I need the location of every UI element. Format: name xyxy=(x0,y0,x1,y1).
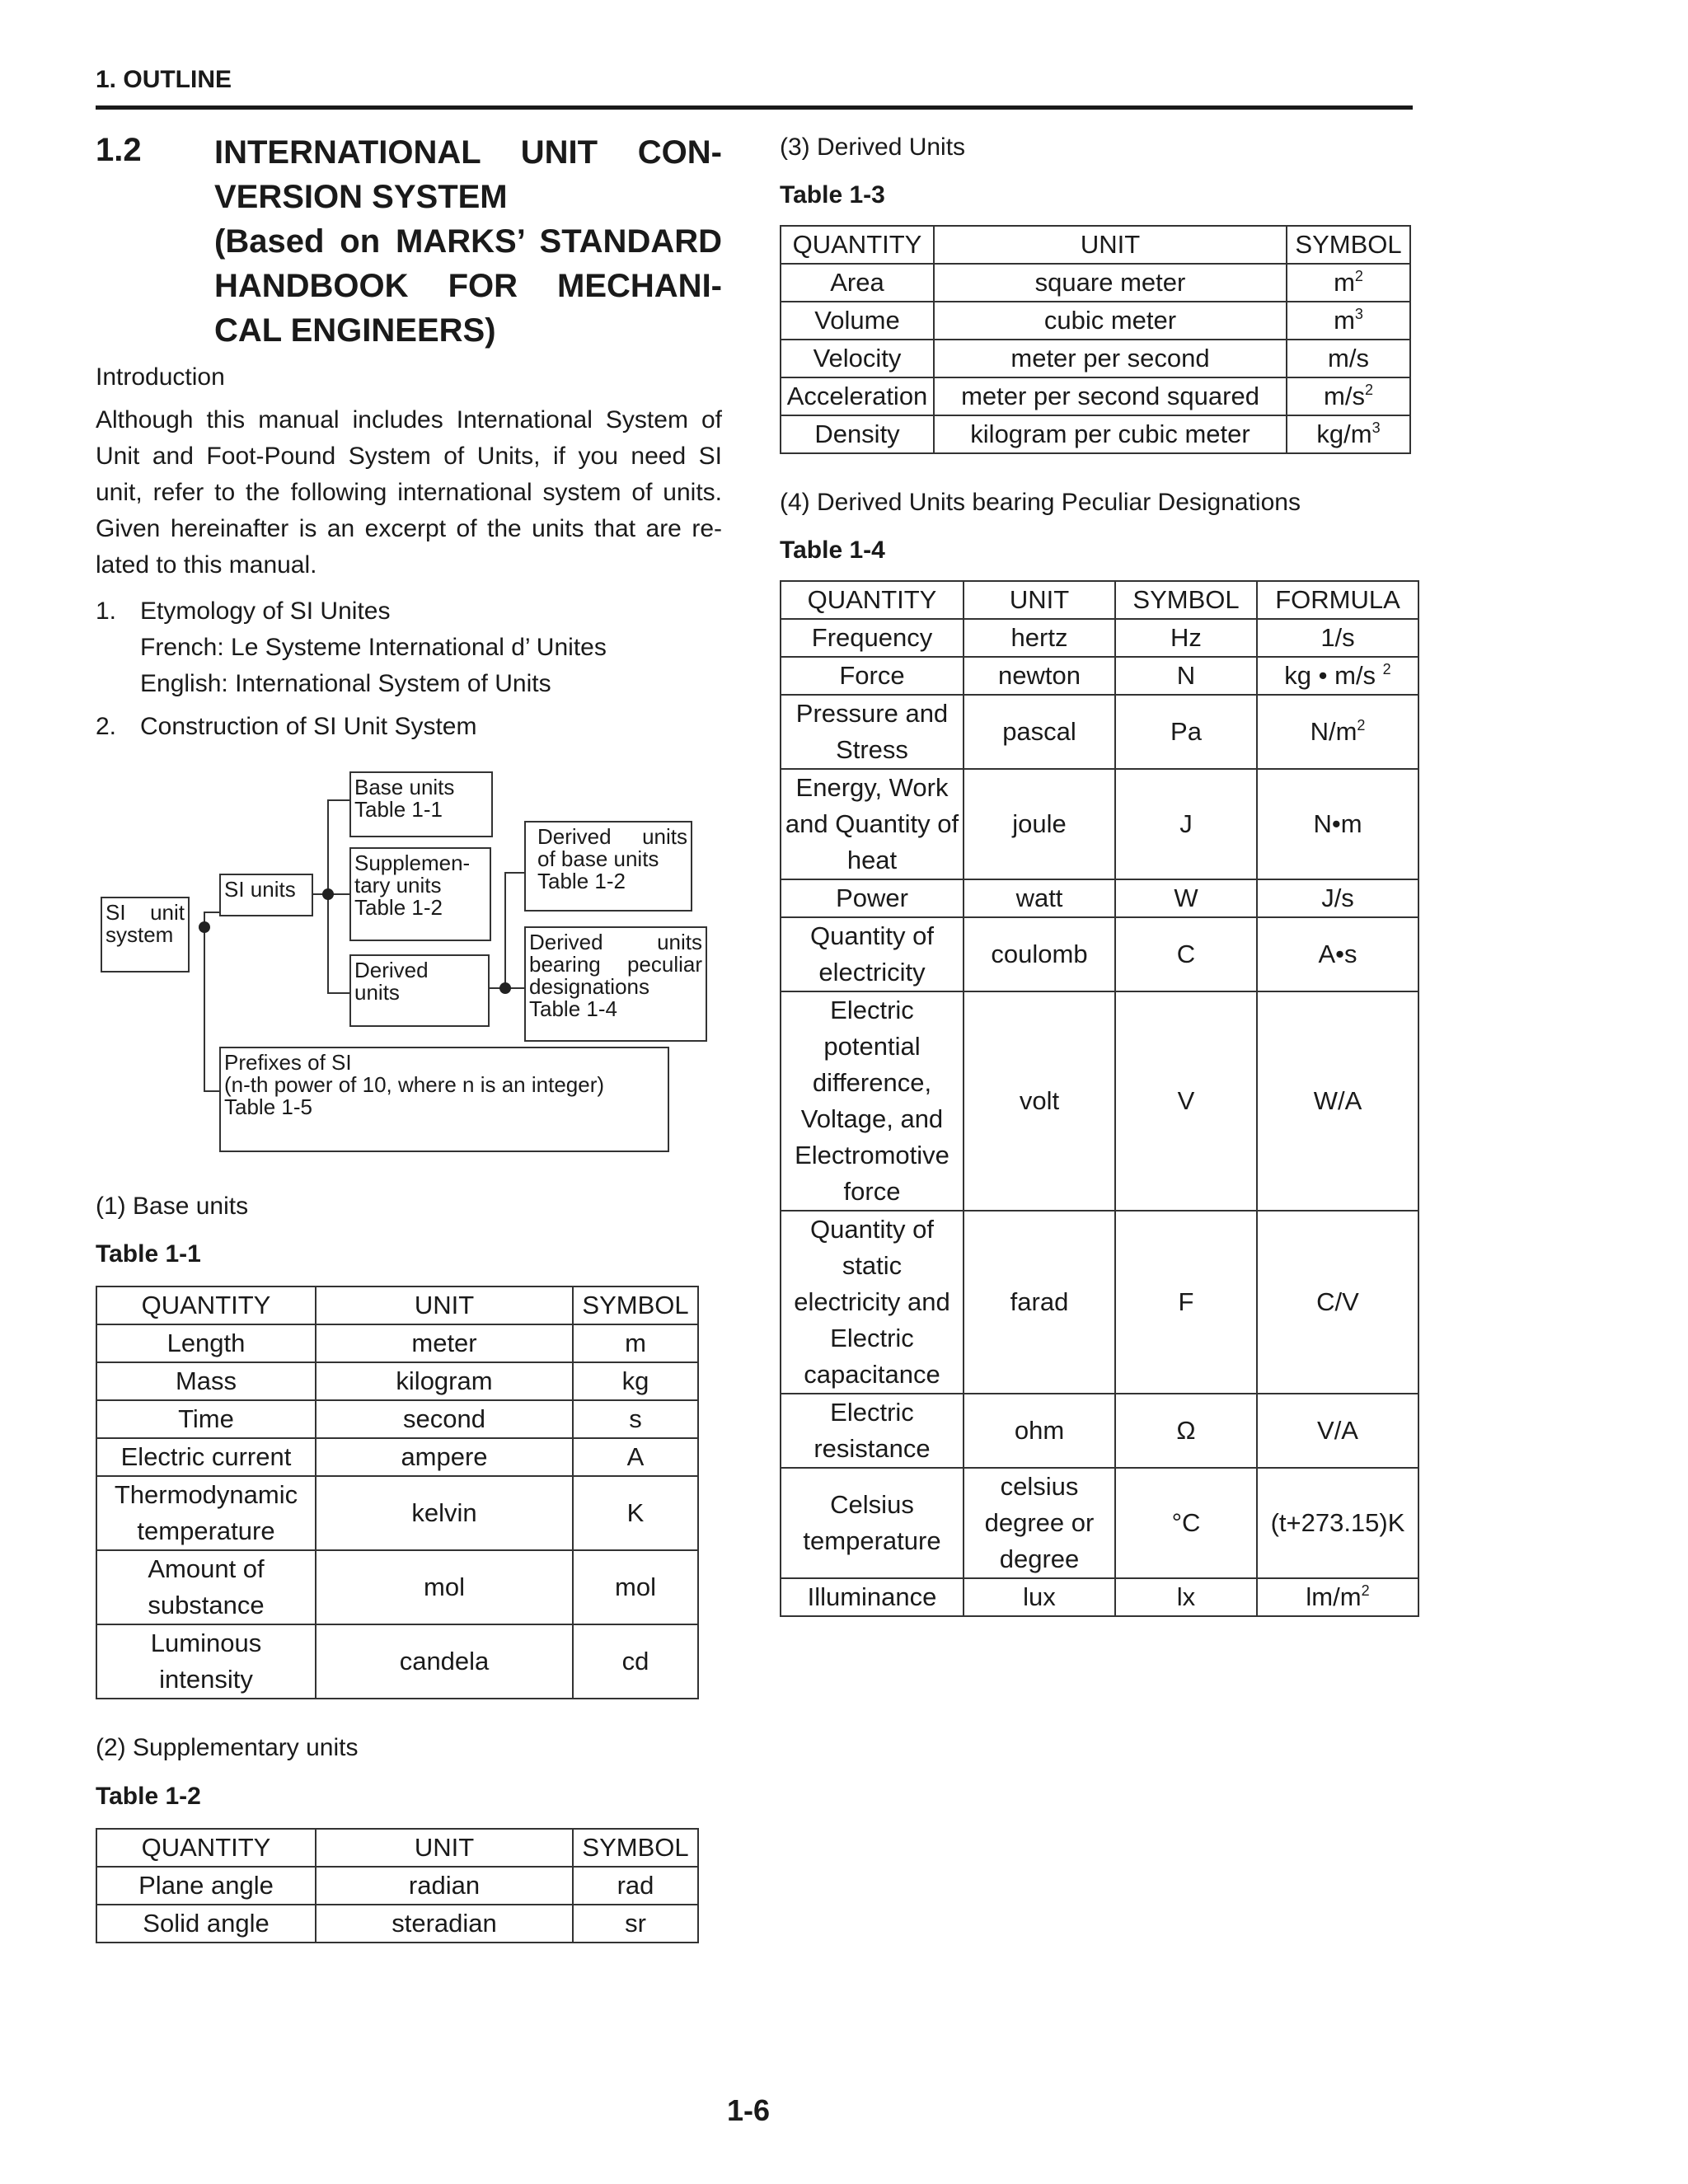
cell-line: N xyxy=(1176,661,1196,690)
table-cell xyxy=(573,1867,698,1905)
column-header: SYMBOL xyxy=(1115,581,1257,619)
list-sub-line: French: Le Systeme International d’ Unites xyxy=(140,634,607,661)
cell-line: Area xyxy=(830,268,884,297)
superscript: 2 xyxy=(1364,382,1373,398)
table-1-2-label: Table 1-2 xyxy=(96,1783,201,1810)
column-header: QUANTITY xyxy=(96,1286,316,1324)
table-cell xyxy=(1115,1211,1257,1394)
section-title xyxy=(214,130,722,353)
table-row xyxy=(781,1394,1418,1468)
section-title-line: CAL ENGINEERS) xyxy=(214,312,496,349)
cell-line: potential xyxy=(823,1032,921,1061)
table-row xyxy=(781,264,1410,302)
table-row xyxy=(781,695,1418,769)
cell-line: °C xyxy=(1171,1508,1201,1537)
table-cell xyxy=(781,657,964,695)
cell-line: rad xyxy=(617,1871,654,1900)
table-cell xyxy=(781,1394,964,1468)
column-header: SYMBOL xyxy=(573,1286,698,1324)
cell-line: Ω xyxy=(1176,1416,1196,1445)
cell-line: kg xyxy=(621,1366,649,1395)
cell-line: kelvin xyxy=(411,1498,477,1527)
table-row xyxy=(781,415,1410,453)
table-cell xyxy=(1287,340,1410,377)
table-row xyxy=(781,377,1410,415)
cell-line: Quantity of xyxy=(810,1215,934,1244)
table-cell xyxy=(781,917,964,991)
cell-line: Pa xyxy=(1170,717,1202,746)
table-header-row xyxy=(96,1829,698,1867)
cell-line: Solid angle xyxy=(143,1909,270,1938)
cell-line: kg • m/s $^2$ xyxy=(1284,661,1391,690)
cell-line: and Quantity of xyxy=(785,809,959,838)
cell-line: static xyxy=(842,1251,903,1280)
cell-line: substance xyxy=(148,1591,265,1619)
connector-line xyxy=(504,872,524,874)
table-cell xyxy=(781,302,934,340)
derived-units-heading: (3) Derived Units xyxy=(780,134,966,161)
table-header-row xyxy=(781,226,1410,264)
table-cell xyxy=(781,769,964,879)
table-cell xyxy=(96,1624,316,1699)
table-cell xyxy=(781,619,964,657)
cell-line: F xyxy=(1178,1287,1194,1316)
connector-line xyxy=(204,912,205,1091)
cell-line: Stress xyxy=(836,735,908,764)
connector-line xyxy=(327,799,349,801)
cell-line: degree or xyxy=(984,1508,1095,1537)
table-row xyxy=(96,1438,698,1476)
cell-line: resistance xyxy=(814,1434,931,1463)
cell-line: Electromotive xyxy=(795,1141,950,1169)
cell-line: Velocity xyxy=(813,344,902,373)
cell-line: temperature xyxy=(137,1516,275,1545)
cell-line: lx xyxy=(1176,1582,1196,1611)
connector-line xyxy=(327,992,349,994)
cell-line: Quantity of xyxy=(810,921,934,950)
table-cell xyxy=(1257,657,1418,695)
table-1-2 xyxy=(96,1828,699,1943)
cell-line: Electric xyxy=(830,996,914,1024)
table-cell xyxy=(964,1468,1115,1578)
table-cell xyxy=(1287,264,1410,302)
cell-line: radian xyxy=(408,1871,481,1900)
cell-line: hertz xyxy=(1010,623,1068,652)
table-cell xyxy=(1257,917,1418,991)
table-cell xyxy=(781,415,934,453)
table-cell xyxy=(316,1476,573,1550)
list-number: 1. xyxy=(96,598,117,625)
table-cell xyxy=(573,1905,698,1943)
table-cell xyxy=(964,1211,1115,1394)
base-units-box: Base units Table 1-1 xyxy=(349,771,493,837)
cell-line: C xyxy=(1176,940,1196,968)
cell-line: Density xyxy=(814,419,900,448)
table-cell xyxy=(934,302,1287,340)
cell-line: force xyxy=(843,1177,901,1206)
table-cell xyxy=(964,1394,1115,1468)
cell-line: $kg/m^3$ xyxy=(1316,419,1381,448)
cell-line: W xyxy=(1174,883,1198,912)
cell-line: W/A xyxy=(1313,1086,1362,1115)
cell-line: J/s xyxy=(1321,883,1354,912)
cell-line: ohm xyxy=(1014,1416,1065,1445)
table-row xyxy=(781,991,1418,1211)
table-cell xyxy=(1115,879,1257,917)
cell-line: 1/s xyxy=(1320,623,1355,652)
cell-line: steradian xyxy=(392,1909,497,1938)
si-unit-system-box: SI unit system xyxy=(101,897,190,972)
table-cell xyxy=(1115,695,1257,769)
list-item-construction xyxy=(96,709,477,745)
cell-line: intensity xyxy=(159,1665,253,1694)
header-rule xyxy=(96,105,1413,110)
column-header: SYMBOL xyxy=(573,1829,698,1867)
table-cell xyxy=(1115,1578,1257,1616)
superscript: 2 xyxy=(1361,1582,1370,1599)
table-cell xyxy=(96,1867,316,1905)
cell-line: $lm/m^2$ xyxy=(1306,1582,1370,1611)
cell-line: m/s xyxy=(1328,344,1369,373)
table-cell xyxy=(1115,657,1257,695)
cell-line: volt xyxy=(1019,1086,1060,1115)
cell-line: temperature xyxy=(803,1526,941,1555)
table-cell xyxy=(1115,769,1257,879)
cell-line: Hz xyxy=(1170,623,1202,652)
cell-line: Energy, Work xyxy=(795,773,949,802)
table-cell xyxy=(1257,879,1418,917)
table-cell xyxy=(573,1362,698,1400)
junction-dot xyxy=(322,888,334,900)
si-units-box: SI units xyxy=(219,874,313,916)
cell-line: (t+273.15)K xyxy=(1270,1508,1405,1537)
base-units-heading: (1) Base units xyxy=(96,1193,249,1220)
table-1-4-label: Table 1-4 xyxy=(780,537,885,564)
cell-line: $N/m^2$ xyxy=(1310,717,1366,746)
table-row xyxy=(96,1476,698,1550)
table-row xyxy=(781,1578,1418,1616)
supplementary-units-heading: (2) Supplementary units xyxy=(96,1734,359,1761)
table-row xyxy=(96,1324,698,1362)
list-number: 2. xyxy=(96,713,117,740)
list-item-etymology xyxy=(96,593,607,702)
table-row xyxy=(781,302,1410,340)
table-cell xyxy=(1257,1578,1418,1616)
table-cell xyxy=(96,1905,316,1943)
cell-line: sr xyxy=(625,1909,646,1938)
table-row xyxy=(781,340,1410,377)
cell-line: newton xyxy=(998,661,1081,690)
cell-line: heat xyxy=(846,846,898,874)
table-cell xyxy=(1257,769,1418,879)
table-cell xyxy=(934,377,1287,415)
intro-label: Introduction xyxy=(96,363,225,391)
section-title-line: VERSION SYSTEM xyxy=(214,179,508,215)
table-cell xyxy=(1115,1468,1257,1578)
table-cell xyxy=(781,377,934,415)
connector-line xyxy=(504,872,506,987)
table-cell xyxy=(1115,619,1257,657)
cell-line: Plane angle xyxy=(138,1871,274,1900)
table-cell xyxy=(1257,695,1418,769)
table-cell xyxy=(1257,619,1418,657)
cell-line: Pressure and xyxy=(795,699,949,728)
cell-line: Luminous xyxy=(150,1629,262,1657)
cell-line: m xyxy=(625,1329,646,1357)
cell-line: meter per second xyxy=(1010,344,1210,373)
table-row xyxy=(96,1550,698,1624)
derived-peculiar-units-box: Derived units bearing peculiar designations Table 1-4 xyxy=(524,926,707,1042)
column-header: UNIT xyxy=(964,581,1115,619)
cell-line: difference, xyxy=(812,1068,932,1097)
table-cell xyxy=(1287,415,1410,453)
superscript: 2 xyxy=(1354,268,1363,284)
cell-line: electricity xyxy=(818,958,926,987)
cell-line: Amount of xyxy=(148,1554,265,1583)
intro-line: unit, refer to the following international system of units. xyxy=(96,479,722,506)
table-cell xyxy=(96,1400,316,1438)
table-cell xyxy=(96,1438,316,1476)
running-header: 1. OUTLINE xyxy=(96,66,232,93)
cell-line: $m/s^2$ xyxy=(1324,382,1373,410)
list-text: Etymology of SI Unites xyxy=(140,598,391,625)
cell-line: ampere xyxy=(401,1442,488,1471)
cell-line: Volume xyxy=(814,306,900,335)
table-header-row xyxy=(781,581,1418,619)
table-cell xyxy=(573,1550,698,1624)
table-cell xyxy=(96,1362,316,1400)
table-cell xyxy=(316,1624,573,1699)
cell-line: cubic meter xyxy=(1043,306,1177,335)
table-cell xyxy=(96,1324,316,1362)
superscript: 3 xyxy=(1354,306,1363,322)
cell-line: Length xyxy=(166,1329,246,1357)
cell-line: V/A xyxy=(1317,1416,1358,1445)
page-number: 1-6 xyxy=(726,2093,771,2127)
intro-line: Unit and Foot-Pound System of Units, if you need SI xyxy=(96,443,722,470)
intro-line: Although this manual includes International System of xyxy=(96,406,722,434)
table-cell xyxy=(573,1400,698,1438)
cell-line: $m^3$ xyxy=(1334,306,1363,335)
table-cell xyxy=(573,1624,698,1699)
table-cell xyxy=(1257,1394,1418,1468)
cell-line: Thermodynamic xyxy=(114,1480,298,1509)
table-row xyxy=(781,1468,1418,1578)
cell-line: Electric xyxy=(830,1324,914,1352)
cell-line: farad xyxy=(1010,1287,1069,1316)
cell-line: A xyxy=(626,1442,645,1471)
table-cell xyxy=(573,1476,698,1550)
table-1-3 xyxy=(780,225,1411,454)
cell-line: capacitance xyxy=(804,1360,940,1389)
table-cell xyxy=(781,340,934,377)
junction-dot xyxy=(499,982,511,994)
cell-line: K xyxy=(626,1498,645,1527)
section-title-line: (Based on MARKS’ STANDARD xyxy=(214,223,722,260)
section-title-line: INTERNATIONAL UNIT CON- xyxy=(214,134,722,171)
cell-line: watt xyxy=(1015,883,1063,912)
derived-units-box: Derived units xyxy=(349,954,490,1027)
table-cell xyxy=(964,619,1115,657)
list-text: Construction of SI Unit System xyxy=(140,713,477,740)
section-number: 1.2 xyxy=(96,132,142,168)
column-header: UNIT xyxy=(316,1829,573,1867)
table-row xyxy=(781,917,1418,991)
cell-line: candela xyxy=(399,1647,490,1675)
cell-line: kilogram xyxy=(396,1366,493,1395)
table-cell xyxy=(1287,377,1410,415)
table-row xyxy=(96,1362,698,1400)
column-header: QUANTITY xyxy=(781,581,964,619)
column-header: QUANTITY xyxy=(96,1829,316,1867)
table-cell xyxy=(573,1438,698,1476)
cell-line: Force xyxy=(839,661,905,690)
cell-line: second xyxy=(403,1404,485,1433)
section-title-line: HANDBOOK FOR MECHANI- xyxy=(214,268,722,304)
cell-line: Time xyxy=(178,1404,234,1433)
table-cell xyxy=(1257,1468,1418,1578)
table-cell xyxy=(316,1362,573,1400)
cell-line: s xyxy=(629,1404,642,1433)
table-cell xyxy=(781,695,964,769)
table-cell xyxy=(781,1468,964,1578)
column-header: FORMULA xyxy=(1257,581,1418,619)
table-row xyxy=(781,769,1418,879)
cell-line: $m^2$ xyxy=(1334,268,1363,297)
cell-line: Acceleration xyxy=(786,382,928,410)
table-cell xyxy=(964,657,1115,695)
table-cell xyxy=(1257,991,1418,1211)
table-cell xyxy=(96,1476,316,1550)
cell-line: N•m xyxy=(1313,809,1362,838)
prefixes-box: Prefixes of SI (n-th power of 10, where n is an integer) Table 1-5 xyxy=(219,1047,669,1152)
table-cell xyxy=(964,695,1115,769)
superscript: 2 xyxy=(1357,717,1366,733)
cell-line: Frequency xyxy=(811,623,933,652)
table-cell xyxy=(573,1324,698,1362)
cell-line: pascal xyxy=(1002,717,1076,746)
table-cell xyxy=(964,917,1115,991)
cell-line: celsius xyxy=(1000,1472,1079,1501)
superscript: 3 xyxy=(1372,419,1381,436)
table-cell xyxy=(964,991,1115,1211)
table-cell xyxy=(781,991,964,1211)
table-cell xyxy=(316,1550,573,1624)
intro-paragraph xyxy=(96,402,722,583)
table-cell xyxy=(964,769,1115,879)
table-row xyxy=(781,657,1418,695)
table-cell xyxy=(1115,991,1257,1211)
cell-line: Illuminance xyxy=(807,1582,937,1611)
column-header: SYMBOL xyxy=(1287,226,1410,264)
table-cell xyxy=(316,1867,573,1905)
table-cell xyxy=(781,1211,964,1394)
table-row xyxy=(96,1867,698,1905)
table-1-4 xyxy=(780,580,1419,1617)
table-cell xyxy=(96,1550,316,1624)
table-row xyxy=(781,619,1418,657)
cell-line: meter xyxy=(411,1329,477,1357)
list-sub-line: English: International System of Units xyxy=(140,670,551,697)
table-1-1 xyxy=(96,1286,699,1699)
table-cell xyxy=(781,879,964,917)
table-1-3-label: Table 1-3 xyxy=(780,181,885,209)
table-cell xyxy=(934,340,1287,377)
cell-line: joule xyxy=(1012,809,1067,838)
table-cell xyxy=(964,879,1115,917)
table-cell xyxy=(316,1438,573,1476)
cell-line: coulomb xyxy=(991,940,1088,968)
column-header: UNIT xyxy=(934,226,1287,264)
cell-line: kilogram per cubic meter xyxy=(970,419,1250,448)
cell-line: lux xyxy=(1023,1582,1056,1611)
cell-line: electricity and xyxy=(794,1287,950,1316)
table-cell xyxy=(1115,1394,1257,1468)
table-row xyxy=(96,1624,698,1699)
table-row xyxy=(781,1211,1418,1394)
cell-line: C/V xyxy=(1316,1287,1359,1316)
column-header: UNIT xyxy=(316,1286,573,1324)
table-row xyxy=(96,1905,698,1943)
table-cell xyxy=(316,1324,573,1362)
cell-line: Electric current xyxy=(120,1442,292,1471)
cell-line: meter per second squared xyxy=(961,382,1259,410)
table-cell xyxy=(316,1400,573,1438)
cell-line: Celsius xyxy=(830,1490,914,1519)
intro-line: lated to this manual. xyxy=(96,551,317,579)
table-1-1-label: Table 1-1 xyxy=(96,1240,201,1268)
intro-line: Given hereinafter is an excerpt of the units that are re- xyxy=(96,515,722,542)
cell-line: Mass xyxy=(175,1366,237,1395)
table-cell xyxy=(934,415,1287,453)
table-cell xyxy=(1257,1211,1418,1394)
cell-line: V xyxy=(1177,1086,1195,1115)
table-cell xyxy=(781,1578,964,1616)
cell-line: Power xyxy=(836,883,908,912)
table-cell xyxy=(934,264,1287,302)
table-cell xyxy=(316,1905,573,1943)
superscript: 2 xyxy=(1382,661,1391,677)
table-cell xyxy=(964,1578,1115,1616)
derived-base-units-box: Derived units of base units Table 1-2 xyxy=(524,821,692,912)
cell-line: Electric xyxy=(830,1398,914,1427)
cell-line: Voltage, and xyxy=(800,1104,944,1133)
supplementary-units-box: Supplemen- tary units Table 1-2 xyxy=(349,847,491,941)
cell-line: A•s xyxy=(1318,940,1357,968)
table-cell xyxy=(1115,917,1257,991)
cell-line: J xyxy=(1179,809,1193,838)
table-row xyxy=(781,879,1418,917)
table-row xyxy=(96,1400,698,1438)
junction-dot xyxy=(199,921,210,933)
column-header: QUANTITY xyxy=(781,226,934,264)
table-header-row xyxy=(96,1286,698,1324)
peculiar-units-heading: (4) Derived Units bearing Peculiar Designations xyxy=(780,489,1301,516)
cell-line: mol xyxy=(424,1572,465,1601)
table-cell xyxy=(1287,302,1410,340)
cell-line: cd xyxy=(621,1647,649,1675)
cell-line: square meter xyxy=(1034,268,1186,297)
table-cell xyxy=(781,264,934,302)
cell-line: mol xyxy=(615,1572,656,1601)
cell-line: degree xyxy=(999,1544,1080,1573)
